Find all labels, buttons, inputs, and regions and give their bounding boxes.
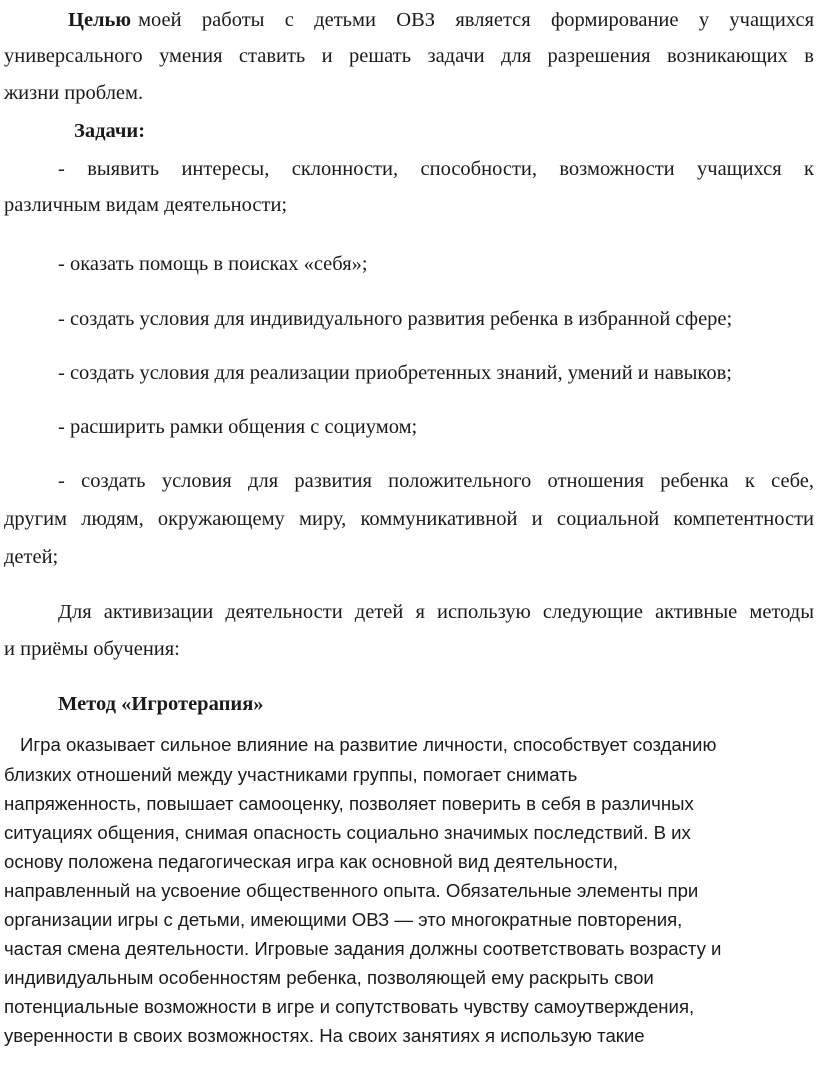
- tasks-heading: Задачи:: [74, 120, 146, 142]
- method-body-line: уверенности в своих возможностях. На своих занятиях я использую такие: [4, 1025, 645, 1046]
- method-body-line: близких отношений между участниками группы, помогает снимать: [4, 764, 578, 785]
- method-body-line: ситуациях общения, снимая опасность социально значимых последствий. В их: [4, 822, 691, 843]
- task-item-6-line-2: другим людям, окружающему миру, коммуникативной и социальной компетентности: [4, 508, 814, 530]
- task-item-6-line-3: детей;: [4, 546, 59, 568]
- task-item-1-line-1: - выявить интересы, склонности, способности, возможности учащихся к: [58, 158, 814, 180]
- goal-label: Целью: [68, 9, 132, 31]
- method-body-line: направленный на усвоение общественного опыта. Обязательные элементы при: [4, 880, 699, 901]
- task-item-1-line-2: различным видам деятельности;: [4, 194, 288, 216]
- method-body-line: организации игры с детьми, имеющими ОВЗ — это многократные повторения,: [4, 909, 683, 930]
- method-body-line: индивидуальным особенностям ребенка, позволяющей ему раскрыть свои: [4, 967, 654, 988]
- methods-intro-line-1: Для активизации деятельности детей я использую следующие активные методы: [58, 601, 814, 623]
- method-body-line: напряженность, повышает самооценку, позволяет поверить в себя в различных: [4, 793, 694, 814]
- method-body-line: потенциальные возможности в игре и сопутствовать чувству самоутверждения,: [4, 996, 695, 1017]
- method-body-line: основу положена педагогическая игра как основной вид деятельности,: [4, 851, 619, 872]
- methods-intro-line-2: и приёмы обучения:: [4, 638, 180, 660]
- task-item-5: - расширить рамки общения с социумом;: [58, 416, 418, 438]
- task-item-3: - создать условия для индивидуального развития ребенка в избранной сфере;: [58, 308, 733, 330]
- task-item-6-line-1: - создать условия для развития положительного отношения ребенка к себе,: [58, 470, 814, 492]
- goal-line-1: [68, 8, 814, 32]
- goal-line-2: универсального умения ставить и решать задачи для разрешения возникающих в: [4, 45, 814, 67]
- goal-line-3: жизни проблем.: [4, 82, 144, 104]
- method-body-line: частая смена деятельности. Игровые задания должны соответствовать возрасту и: [4, 938, 722, 959]
- method-heading: Метод «Игротерапия»: [58, 693, 264, 715]
- method-body-line: Игра оказывает сильное влияние на развитие личности, способствует созданию: [20, 734, 717, 755]
- task-item-4: - создать условия для реализации приобретенных знаний, умений и навыков;: [58, 362, 732, 384]
- task-item-2: - оказать помощь в поисках «себя»;: [58, 253, 368, 275]
- goal-line-1-text: моей работы с детьми ОВЗ является формирование у учащихся: [138, 9, 814, 31]
